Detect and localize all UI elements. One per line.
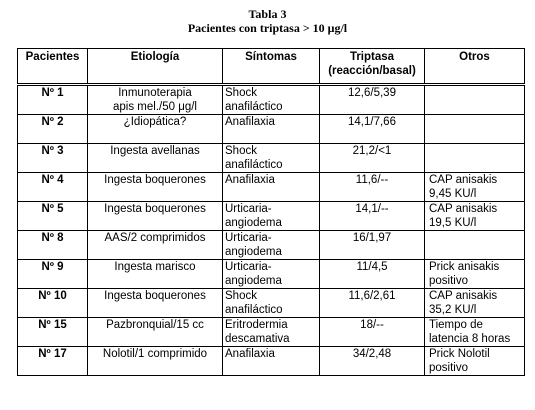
cell-triptasa: 11,6/-- (320, 173, 425, 202)
cell-sintomas-line2: angiodema (225, 275, 282, 287)
cell-etiologia (88, 144, 223, 173)
cell-etiologia-line1: Ingesta boquerones (104, 203, 206, 215)
cell-etiologia-line1: Nolotil/1 comprimido (102, 348, 208, 360)
cell-triptasa: 11/4,5 (320, 260, 425, 289)
cell-otros-line1: Tiempo de (429, 319, 483, 331)
cell-etiologia (88, 260, 223, 289)
table-row (18, 318, 525, 347)
header-triptasa-line2: (reacción/basal) (328, 65, 416, 77)
cell-sintomas-line1: Shock (225, 87, 257, 99)
cell-sintomas-line1: Urticaria- (225, 232, 272, 244)
table-row (18, 231, 525, 260)
cell-sintomas-line1: Anafilaxia (225, 116, 275, 128)
cell-etiologia-line1: Ingesta boquerones (104, 174, 206, 186)
cell-otros (425, 173, 525, 202)
cell-otros (425, 115, 525, 144)
cell-etiologia (88, 347, 223, 376)
cell-etiologia-line1: Pazbronquial/15 cc (106, 319, 204, 331)
cell-etiologia-line1: ¿Idiopática? (123, 116, 187, 128)
cell-sintomas (223, 231, 320, 260)
header-triptasa (320, 49, 425, 85)
cell-paciente: Nº 17 (18, 347, 88, 376)
cell-otros-line1: CAP anisakis (429, 203, 498, 215)
cell-paciente: Nº 15 (18, 318, 88, 347)
cell-triptasa: 18/-- (320, 318, 425, 347)
cell-etiologia-line1: AAS/2 comprimidos (104, 232, 206, 244)
cell-sintomas-line2: anafiláctico (225, 101, 283, 113)
cell-sintomas (223, 318, 320, 347)
cell-sintomas (223, 173, 320, 202)
patients-table (17, 48, 525, 376)
cell-etiologia (88, 202, 223, 231)
cell-triptasa: 16/1,97 (320, 231, 425, 260)
cell-sintomas-line2: angiodema (225, 217, 282, 229)
cell-sintomas (223, 202, 320, 231)
cell-paciente: Nº 2 (18, 115, 88, 144)
cell-otros-line1: Prick Nolotil (429, 348, 490, 360)
cell-sintomas-line1: Urticaria- (225, 203, 272, 215)
cell-triptasa: 12,6/5,39 (320, 85, 425, 115)
cell-otros-line2: 35,2 KU/l (429, 304, 477, 316)
table-row (18, 85, 525, 115)
cell-sintomas-line2: angiodema (225, 246, 282, 258)
cell-sintomas (223, 115, 320, 144)
cell-etiologia-line2: apis mel./50 μg/l (113, 101, 197, 113)
cell-sintomas-line1: Anafilaxia (225, 174, 275, 186)
cell-otros-line2: positivo (429, 275, 468, 287)
cell-etiologia (88, 231, 223, 260)
cell-sintomas-line2: anafiláctico (225, 159, 283, 171)
cell-triptasa: 21,2/<1 (320, 144, 425, 173)
cell-otros-line1: Prick anisakis (429, 261, 500, 273)
cell-etiologia (88, 85, 223, 115)
cell-sintomas-line1: Urticaria- (225, 261, 272, 273)
cell-sintomas-line1: Shock (225, 290, 257, 302)
cell-sintomas (223, 347, 320, 376)
cell-triptasa: 14,1/-- (320, 202, 425, 231)
table-row (18, 289, 525, 318)
cell-etiologia-line1: Ingesta boquerones (104, 290, 206, 302)
table-row (18, 202, 525, 231)
cell-otros (425, 260, 525, 289)
cell-otros-line1: CAP anisakis (429, 290, 498, 302)
cell-etiologia (88, 115, 223, 144)
cell-etiologia (88, 289, 223, 318)
cell-triptasa: 14,1/7,66 (320, 115, 425, 144)
cell-paciente: Nº 5 (18, 202, 88, 231)
header-etiologia: Etiología (88, 49, 223, 85)
cell-etiologia-line1: Ingesta avellanas (110, 145, 200, 157)
cell-otros (425, 144, 525, 173)
table-header-row (18, 49, 525, 85)
cell-sintomas-line1: Shock (225, 145, 257, 157)
cell-paciente: Nº 10 (18, 289, 88, 318)
cell-sintomas-line1: Anafilaxia (225, 348, 275, 360)
header-sintomas: Síntomas (223, 49, 320, 85)
cell-otros (425, 202, 525, 231)
cell-sintomas-line1: Eritrodermia (225, 319, 288, 331)
cell-paciente: Nº 1 (18, 85, 88, 115)
cell-otros (425, 231, 525, 260)
cell-otros-line2: 19,5 KU/l (429, 217, 477, 229)
cell-otros (425, 85, 525, 115)
cell-sintomas (223, 85, 320, 115)
cell-triptasa: 34/2,48 (320, 347, 425, 376)
table-row (18, 173, 525, 202)
cell-otros (425, 318, 525, 347)
cell-otros-line2: positivo (429, 362, 468, 374)
table-body (18, 85, 525, 376)
cell-sintomas (223, 260, 320, 289)
cell-paciente: Nº 8 (18, 231, 88, 260)
cell-paciente: Nº 3 (18, 144, 88, 173)
table-row (18, 347, 525, 376)
cell-otros (425, 347, 525, 376)
table-row (18, 260, 525, 289)
cell-etiologia (88, 173, 223, 202)
table-row (18, 115, 525, 144)
cell-otros-line1: CAP anisakis (429, 174, 498, 186)
cell-triptasa: 11,6/2,61 (320, 289, 425, 318)
header-pacientes: Pacientes (18, 49, 88, 85)
cell-sintomas-line2: anafiláctico (225, 304, 283, 316)
cell-paciente: Nº 4 (18, 173, 88, 202)
header-otros: Otros (425, 49, 525, 85)
cell-otros (425, 289, 525, 318)
cell-paciente: Nº 9 (18, 260, 88, 289)
cell-sintomas (223, 144, 320, 173)
cell-etiologia-line1: Ingesta marisco (114, 261, 196, 273)
table-caption-title: Tabla 3 (248, 7, 287, 21)
table-caption-subtitle: Pacientes con triptasa > 10 μg/l (187, 21, 348, 35)
table-row (18, 144, 525, 173)
cell-etiologia (88, 318, 223, 347)
cell-sintomas-line2: descamativa (225, 333, 290, 345)
cell-otros-line2: latencia 8 horas (429, 333, 511, 345)
cell-etiologia-line1: Inmunoterapia (118, 87, 192, 99)
cell-sintomas (223, 289, 320, 318)
cell-otros-line2: 9,45 KU/l (429, 188, 477, 200)
header-triptasa-line1: Triptasa (349, 51, 395, 63)
